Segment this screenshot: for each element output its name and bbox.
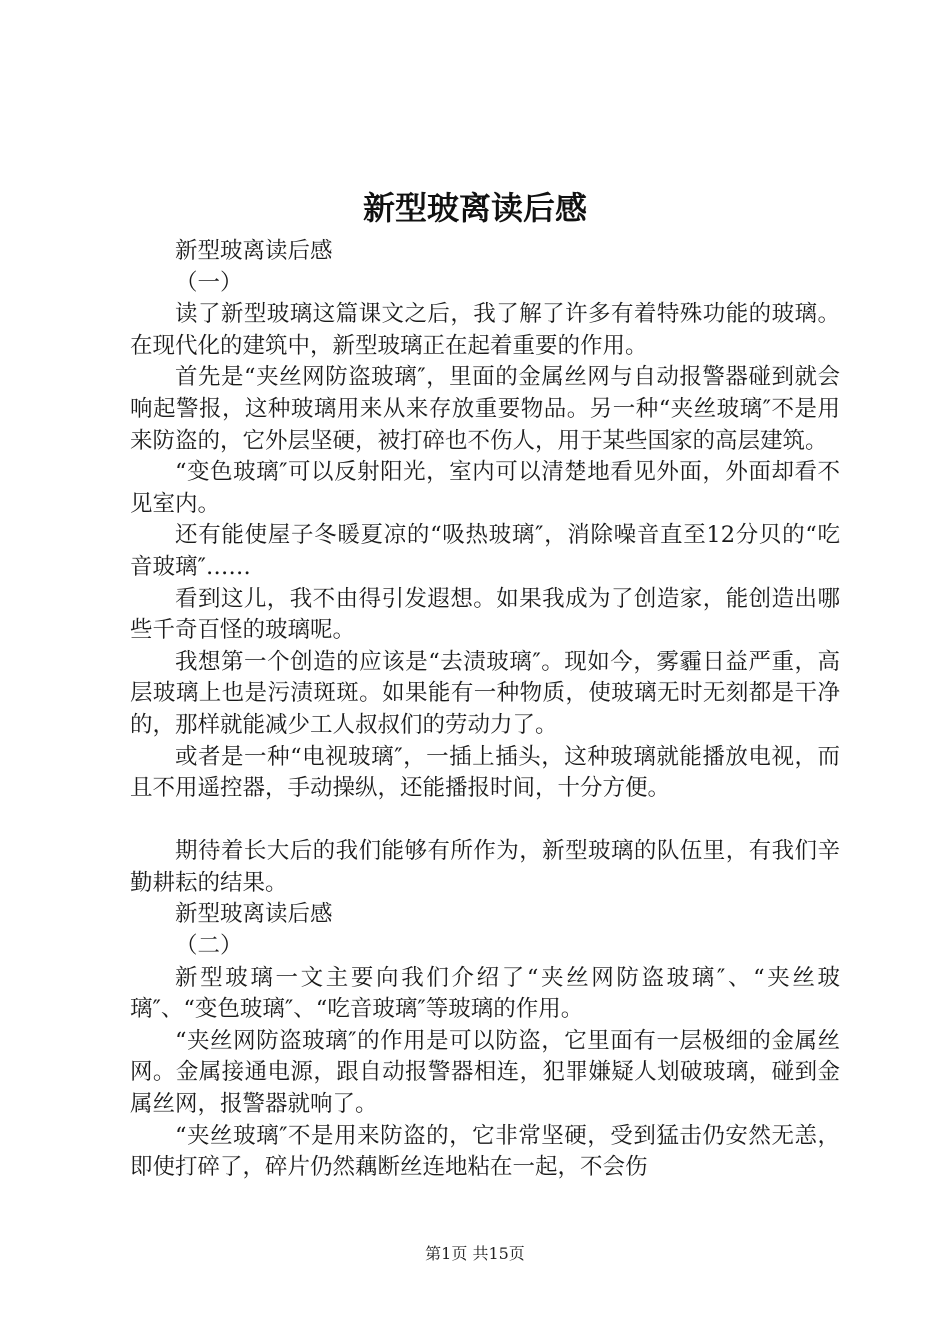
body-paragraph: 首先是“夹丝网防盗玻璃″，里面的金属丝网与自动报警器碰到就会响起警报，这种玻璃用来从来存放重要物品。另一种“夹丝玻璃″不是用来防盗的，它外层坚硬，被打碎也不伤人，用于某些国家的高层建筑。	[130, 364, 840, 454]
body-paragraph: “夹丝玻璃″不是用来防盗的，它非常坚硬，受到猛击仍安然无恙，即使打碎了，碎片仍然藕断丝连地粘在一起，不会伤	[130, 1122, 840, 1181]
section-number-paragraph: （一）	[175, 269, 243, 296]
body-paragraph: “变色玻璃″可以反射阳光，室内可以清楚地看见外面，外面却看不见室内。	[130, 459, 840, 517]
document-title: 新型玻离读后感	[362, 189, 587, 227]
body-paragraph: 期待着长大后的我们能够有所作为，新型玻璃的队伍里，有我们辛勤耕耘的结果。	[130, 838, 840, 896]
body-paragraph: 我想第一个创造的应该是“去渍玻璃″。现如今，雾霾日益严重，高层玻璃上也是污渍斑斑。如果能有一种物质，使玻璃无时无刻都是干净的，那样就能减少工人叔叔们的劳动力了。	[130, 648, 840, 738]
subtitle-paragraph: 新型玻离读后感	[175, 238, 333, 264]
body-paragraph: 新型玻璃一文主要向我们介绍了“夹丝网防盗玻璃″、“夹丝玻璃″、“变色玻璃″、“吃音玻璃″等玻璃的作用。	[130, 964, 840, 1023]
body-paragraph: 看到这儿，我不由得引发遐想。如果我成为了创造家，能创造出哪些千奇百怪的玻璃呢。	[130, 585, 840, 644]
body-paragraph: “夹丝网防盗玻璃″的作用是可以防盗，它里面有一层极细的金属丝网。金属接通电源，跟自动报警器相连，犯罪嫌疑人划破玻璃，碰到金属丝网，报警器就响了。	[130, 1027, 840, 1118]
page-number-footer: 第1页 共15页	[425, 1244, 525, 1263]
body-paragraph: 读了新型玻璃这篇课文之后，我了解了许多有着特殊功能的玻璃。在现代化的建筑中，新型玻璃正在起着重要的作用。	[130, 301, 840, 359]
document-body	[130, 236, 840, 1184]
section-number-paragraph: （二）	[175, 933, 243, 960]
subtitle-paragraph: 新型玻离读后感	[175, 901, 333, 928]
body-paragraph: 还有能使屋子冬暖夏凉的“吸热玻璃″，消除噪音直至12分贝的“吃音玻璃″……	[130, 522, 840, 580]
body-paragraph: 或者是一种“电视玻璃″，一插上插头，这种玻璃就能播放电视，而且不用遥控器，手动操纵，还能播报时间，十分方便。	[130, 743, 840, 802]
